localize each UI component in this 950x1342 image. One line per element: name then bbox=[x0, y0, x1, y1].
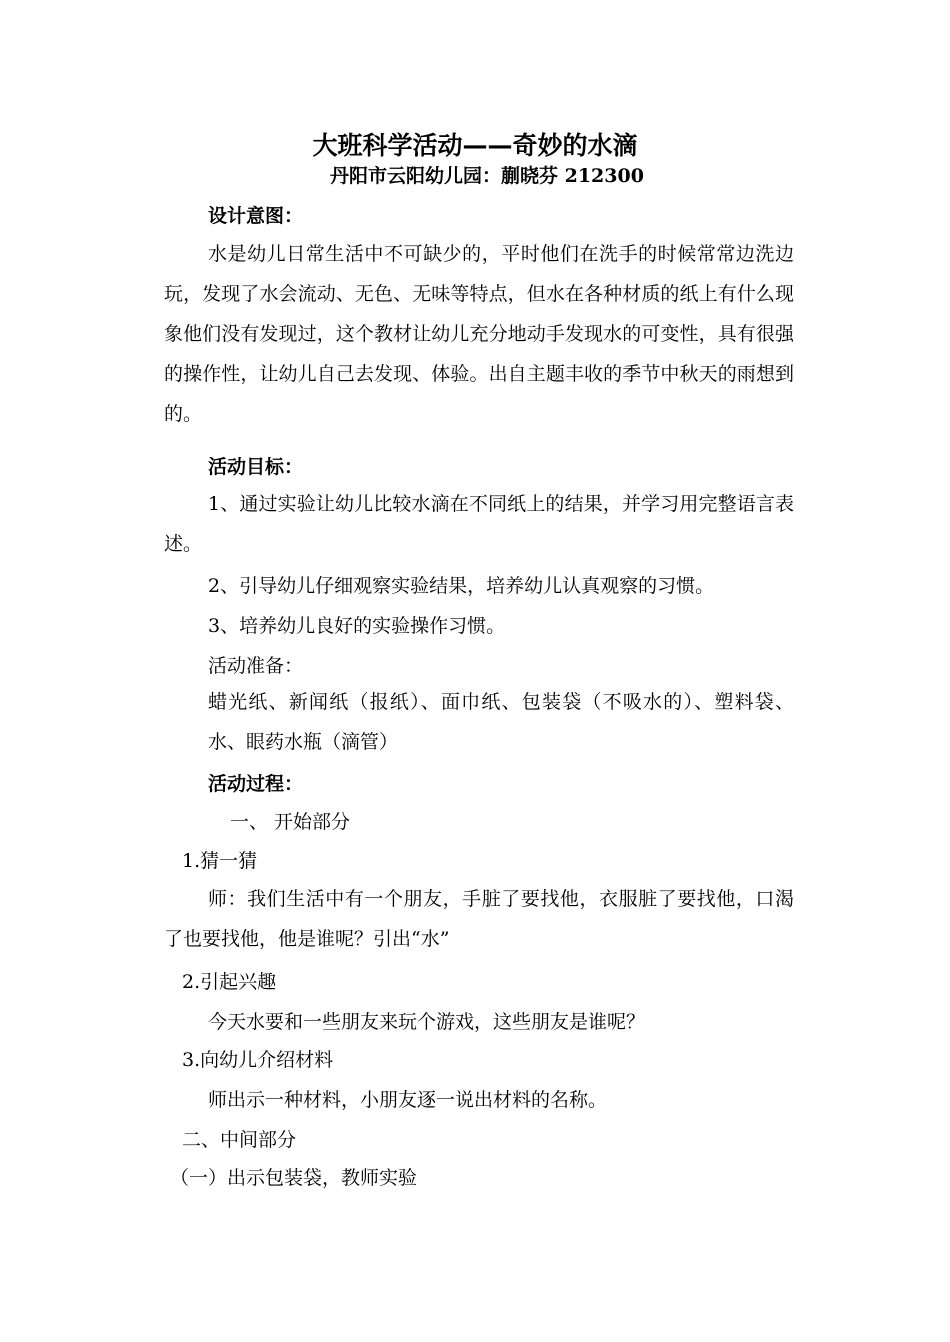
step-3-paragraph: 师出示一种材料，小朋友逐一说出材料的名称。 bbox=[208, 1089, 608, 1111]
step-3-heading: 3.向幼儿介绍材料 bbox=[182, 1049, 334, 1071]
goals-heading: 活动目标： bbox=[208, 456, 304, 478]
part-1-heading: 一、 开始部分 bbox=[230, 811, 351, 833]
step-1-paragraph: 师：我们生活中有一个朋友，手脏了要找他，衣服脏了要找他，口渴了也要找他，他是谁呢？引出“水” bbox=[164, 888, 794, 950]
step-2-heading: 2.引起兴趣 bbox=[182, 971, 277, 993]
part-2-heading: 二、中间部分 bbox=[182, 1129, 297, 1151]
design-heading: 设计意图： bbox=[208, 205, 304, 227]
goal-2: 2、引导幼儿仔细观察实验结果，培养幼儿认真观察的习惯。 bbox=[208, 575, 715, 597]
document-title: 大班科学活动——奇妙的水滴 bbox=[312, 131, 638, 160]
goal-3: 3、培养幼儿良好的实验操作习惯。 bbox=[208, 615, 506, 637]
step-1-heading: 1.猜一猜 bbox=[182, 850, 258, 872]
goal-1: 1、通过实验让幼儿比较水滴在不同纸上的结果，并学习用完整语言表述。 bbox=[164, 493, 794, 555]
part-2-subheading: （一）出示包装袋，教师实验 bbox=[170, 1167, 418, 1189]
author-line: 丹阳市云阳幼儿园：蒯晓芬 212300 bbox=[330, 165, 644, 187]
design-paragraph: 水是幼儿日常生活中不可缺少的，平时他们在洗手的时候常常边洗边玩，发现了水会流动、无色、无味等特点，但水在各种材质的纸上有什么现象他们没有发现过，这个教材让幼儿充分地动手发现水的可变性，具有很强的操作性，让幼儿自己去发现、体验。出自主题丰收的季节中秋天的雨想到的。 bbox=[164, 243, 794, 425]
prep-paragraph: 蜡光纸、新闻纸（报纸）、面巾纸、包装袋（不吸水的）、塑料袋、水、眼药水瓶（滴管） bbox=[208, 691, 794, 753]
step-2-paragraph: 今天水要和一些朋友来玩个游戏，这些朋友是谁呢？ bbox=[208, 1011, 646, 1033]
prep-heading: 活动准备： bbox=[208, 655, 304, 677]
process-heading: 活动过程： bbox=[208, 773, 304, 795]
